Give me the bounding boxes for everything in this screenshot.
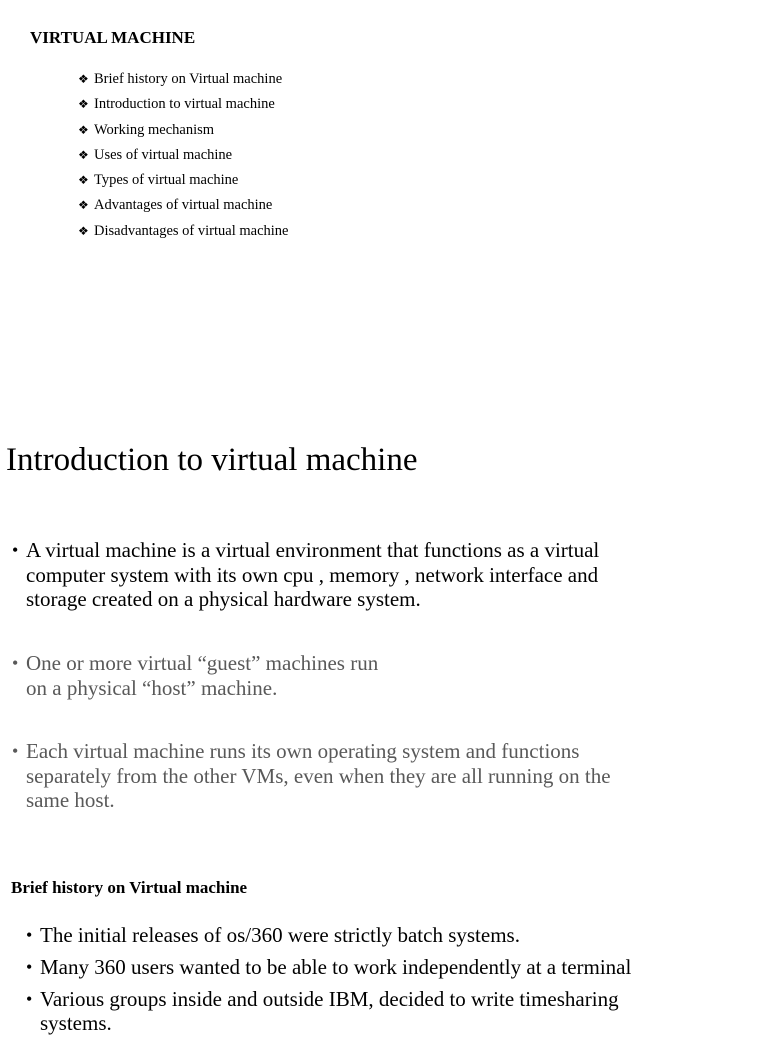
paragraph-line: separately from the other VMs, even when they are all running on the — [26, 763, 611, 788]
diamond-bullet-icon: ❖ — [78, 97, 89, 112]
agenda-title: VIRTUAL MACHINE — [30, 28, 196, 47]
paragraph-line: same host. — [26, 788, 115, 812]
paragraph-line: computer system with its own cpu , memory , network interface and — [26, 562, 599, 587]
diamond-bullet-icon: ❖ — [78, 198, 89, 213]
paragraph-line: One or more virtual “guest” machines run — [26, 651, 379, 675]
agenda-list — [78, 69, 288, 246]
agenda-item-label: Types of virtual machine — [94, 172, 239, 189]
intro-paragraph — [12, 739, 611, 813]
bullet-icon: • — [12, 540, 19, 560]
agenda-item-label: Disadvantages of virtual machine — [94, 222, 289, 239]
diamond-bullet-icon: ❖ — [78, 223, 89, 238]
paragraph-line: Each virtual machine runs its own operating system and functions — [26, 739, 580, 763]
intro-title: Introduction to virtual machine — [6, 442, 418, 478]
bullet-icon: • — [26, 957, 33, 977]
history-title: Brief history on Virtual machine — [11, 878, 248, 897]
agenda-item — [78, 120, 288, 145]
agenda-item — [78, 195, 288, 220]
paragraph-line: A virtual machine is a virtual environment that functions as a virtual — [26, 538, 600, 562]
diamond-bullet-icon: ❖ — [78, 122, 89, 137]
paragraph-line: storage created on a physical hardware system. — [26, 587, 421, 611]
agenda-item — [78, 221, 288, 246]
history-item — [26, 987, 631, 1035]
agenda-item-label: Brief history on Virtual machine — [94, 71, 283, 87]
intro-paragraph — [12, 538, 599, 612]
bullet-icon: • — [12, 741, 19, 761]
history-line: The initial releases of os/360 were strictly batch systems. — [40, 923, 520, 947]
agenda-item-label: Uses of virtual machine — [94, 146, 233, 163]
bullet-icon: • — [26, 989, 33, 1009]
history-line: Various groups inside and outside IBM, decided to write timesharing — [40, 987, 619, 1011]
diamond-bullet-icon: ❖ — [78, 72, 89, 86]
agenda-item-label: Introduction to virtual machine — [94, 96, 275, 113]
history-list — [26, 923, 631, 1043]
agenda-item-label: Advantages of virtual machine — [94, 197, 273, 214]
agenda-item — [78, 170, 288, 195]
diamond-bullet-icon: ❖ — [78, 147, 89, 162]
bullet-icon: • — [12, 653, 19, 673]
agenda-item — [78, 69, 288, 94]
history-line: systems. — [40, 1011, 112, 1035]
diamond-bullet-icon: ❖ — [78, 173, 89, 188]
paragraph-line: on a physical “host” machine. — [26, 675, 278, 700]
agenda-item — [78, 94, 288, 119]
agenda-item-label: Working mechanism — [94, 121, 215, 138]
history-line: Many 360 users wanted to be able to work independently at a terminal — [40, 955, 632, 979]
bullet-icon: • — [26, 925, 33, 945]
intro-paragraph — [12, 651, 378, 700]
history-item — [26, 955, 631, 979]
agenda-item — [78, 145, 288, 170]
history-item — [26, 923, 631, 947]
